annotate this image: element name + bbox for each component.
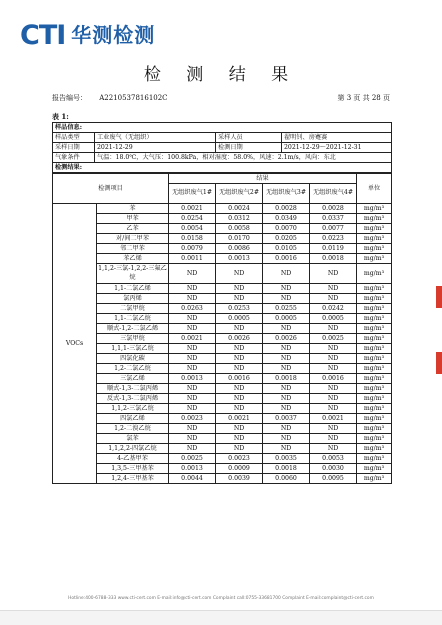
value-4: 0.0030 — [310, 464, 357, 474]
sample-date-value: 2021-12-29 — [95, 143, 216, 153]
value-4: ND — [310, 354, 357, 364]
unit-cell: mg/m³ — [357, 204, 392, 214]
analyte-name: 1,1-二氯乙烯 — [97, 284, 169, 294]
report-number — [52, 93, 168, 103]
unit-cell: mg/m³ — [357, 334, 392, 344]
value-1: ND — [169, 404, 216, 414]
value-2: ND — [216, 404, 263, 414]
value-1: ND — [169, 354, 216, 364]
item-header: 检测项目 — [53, 174, 169, 204]
value-1: 0.0025 — [169, 454, 216, 464]
analyte-name: 顺式-1,3-二氯丙烯 — [97, 384, 169, 394]
analyte-name: 邻二甲苯 — [97, 244, 169, 254]
table-row — [53, 464, 392, 474]
value-3: ND — [263, 344, 310, 354]
sample-type-label: 样品类型 — [53, 133, 95, 143]
unit-cell: mg/m³ — [357, 254, 392, 264]
value-3: ND — [263, 434, 310, 444]
result-section-title: 检测结果: — [53, 163, 392, 173]
unit-cell: mg/m³ — [357, 454, 392, 464]
value-3: ND — [263, 404, 310, 414]
value-2: ND — [216, 394, 263, 404]
value-2: 0.0016 — [216, 374, 263, 384]
value-2: ND — [216, 384, 263, 394]
value-2: ND — [216, 434, 263, 444]
analyte-name: 四氯化碳 — [97, 354, 169, 364]
table-row — [53, 344, 392, 354]
value-2: 0.0009 — [216, 464, 263, 474]
analyte-name: 1,2-二氯乙烷 — [97, 364, 169, 374]
value-1: 0.0054 — [169, 224, 216, 234]
unit-cell: mg/m³ — [357, 234, 392, 244]
value-4: ND — [310, 344, 357, 354]
value-1: 0.0263 — [169, 304, 216, 314]
value-3: ND — [263, 364, 310, 374]
footer-contact: Hotline:400-6788-333 www.cti-cert.com E-mail:info@cti-cert.com Complaint call:0755-33681700 Complaint E-mail:complaint@cti-cert.com — [68, 596, 374, 601]
col-header-4: 无组织废气4# — [310, 184, 357, 204]
table-row — [53, 284, 392, 294]
value-2: ND — [216, 294, 263, 304]
analyte-name: 1,2-二溴乙烷 — [97, 424, 169, 434]
value-2: ND — [216, 324, 263, 334]
analyte-name: 四氯乙烯 — [97, 414, 169, 424]
table-row — [53, 354, 392, 364]
value-1: ND — [169, 384, 216, 394]
value-2: 0.0058 — [216, 224, 263, 234]
weather-label: 气象条件 — [53, 153, 95, 163]
col-header-1: 无组织废气1# — [169, 184, 216, 204]
table-row — [53, 374, 392, 384]
analyte-name: 1,1,2,2-四氯乙烷 — [97, 444, 169, 454]
results-table — [52, 173, 392, 484]
table-row — [53, 234, 392, 244]
test-date-value: 2021-12-29～2021-12-31 — [282, 143, 392, 153]
unit-cell: mg/m³ — [357, 214, 392, 224]
value-2: 0.0086 — [216, 244, 263, 254]
table-row — [53, 384, 392, 394]
value-1: ND — [169, 444, 216, 454]
value-2: 0.0005 — [216, 314, 263, 324]
unit-cell: mg/m³ — [357, 474, 392, 484]
value-2: ND — [216, 444, 263, 454]
value-1: 0.0158 — [169, 234, 216, 244]
value-3: ND — [263, 384, 310, 394]
analyte-name: 苯 — [97, 204, 169, 214]
value-1: 0.0023 — [169, 414, 216, 424]
value-4: ND — [310, 424, 357, 434]
table-row — [53, 314, 392, 324]
analyte-name: 4-乙基甲苯 — [97, 454, 169, 464]
analyte-name: 甲苯 — [97, 214, 169, 224]
value-1: ND — [169, 264, 216, 284]
value-1: 0.0013 — [169, 464, 216, 474]
value-1: ND — [169, 324, 216, 334]
value-2: 0.0023 — [216, 454, 263, 464]
value-4: ND — [310, 284, 357, 294]
unit-cell: mg/m³ — [357, 224, 392, 234]
value-3: 0.0035 — [263, 454, 310, 464]
value-1: 0.0013 — [169, 374, 216, 384]
page-bottom-edge — [0, 610, 442, 625]
analyte-name: 顺式-1,2-二氯乙烯 — [97, 324, 169, 334]
value-3: ND — [263, 264, 310, 284]
page-indicator: 第 3 页 共 28 页 — [337, 94, 390, 102]
value-3: 0.0026 — [263, 334, 310, 344]
value-3: 0.0018 — [263, 464, 310, 474]
value-3: 0.0028 — [263, 204, 310, 214]
table-row — [53, 394, 392, 404]
collector-label: 采样人员 — [216, 133, 282, 143]
value-4: 0.0018 — [310, 254, 357, 264]
value-4: ND — [310, 294, 357, 304]
value-4: 0.0077 — [310, 224, 357, 234]
value-4: ND — [310, 404, 357, 414]
value-3: ND — [263, 284, 310, 294]
table-row — [53, 364, 392, 374]
value-3: ND — [263, 424, 310, 434]
value-3: 0.0016 — [263, 254, 310, 264]
table-row — [53, 304, 392, 314]
logo-name: 华测检测 — [71, 23, 156, 47]
group-label: VOCs — [53, 204, 97, 484]
weather-value: 气温：18.0℃，大气压：100.8kPa，相对湿度：58.0%，风速：2.1m/s，风向：东北 — [95, 153, 392, 163]
sample-type-value: 工业废气（无组织） — [95, 133, 216, 143]
logo-mark: CTI — [20, 20, 66, 51]
unit-cell: mg/m³ — [357, 434, 392, 444]
analyte-name: 1,1,2-三氯-1,2,2-三氟乙烷 — [97, 264, 169, 284]
analyte-name: 1,1,1-三氯乙烷 — [97, 344, 169, 354]
value-2: ND — [216, 344, 263, 354]
value-1: 0.0079 — [169, 244, 216, 254]
analyte-name: 对/间二甲苯 — [97, 234, 169, 244]
value-4: 0.0119 — [310, 244, 357, 254]
report-no-label: 报告编号： — [52, 94, 87, 102]
result-header: 结果 — [169, 174, 357, 184]
value-4: ND — [310, 364, 357, 374]
value-4: 0.0005 — [310, 314, 357, 324]
value-2: ND — [216, 424, 263, 434]
unit-cell: mg/m³ — [357, 404, 392, 414]
table-row — [53, 324, 392, 334]
analyte-name: 1,3,5-三甲基苯 — [97, 464, 169, 474]
unit-cell: mg/m³ — [357, 444, 392, 454]
page-edge-mark — [436, 352, 442, 374]
value-3: ND — [263, 294, 310, 304]
value-1: ND — [169, 364, 216, 374]
value-4: ND — [310, 394, 357, 404]
table-row — [53, 444, 392, 454]
value-2: 0.0021 — [216, 414, 263, 424]
table-row — [53, 414, 392, 424]
company-logo — [20, 22, 155, 49]
value-1: 0.0021 — [169, 334, 216, 344]
value-4: ND — [310, 434, 357, 444]
unit-cell: mg/m³ — [357, 384, 392, 394]
value-4: 0.0016 — [310, 374, 357, 384]
test-date-label: 检测日期 — [216, 143, 282, 153]
report-table — [52, 112, 391, 484]
analyte-name: 三氯甲烷 — [97, 334, 169, 344]
value-3: ND — [263, 444, 310, 454]
value-4: 0.0053 — [310, 454, 357, 464]
analyte-name: 二氯甲烷 — [97, 304, 169, 314]
table-row — [53, 434, 392, 444]
unit-cell: mg/m³ — [357, 364, 392, 374]
value-1: 0.0254 — [169, 214, 216, 224]
value-2: 0.0013 — [216, 254, 263, 264]
table-row — [53, 254, 392, 264]
table-row — [53, 454, 392, 464]
table-row — [53, 474, 392, 484]
table-row — [53, 204, 392, 214]
value-2: ND — [216, 264, 263, 284]
value-2: 0.0253 — [216, 304, 263, 314]
value-3: ND — [263, 354, 310, 364]
table-row — [53, 244, 392, 254]
value-1: 0.0044 — [169, 474, 216, 484]
value-3: 0.0060 — [263, 474, 310, 484]
table-label: 表 1: — [52, 112, 69, 121]
value-2: 0.0312 — [216, 214, 263, 224]
unit-cell: mg/m³ — [357, 284, 392, 294]
value-1: ND — [169, 284, 216, 294]
sample-info-table — [52, 122, 392, 173]
value-1: ND — [169, 314, 216, 324]
value-3: 0.0005 — [263, 314, 310, 324]
collector-value: 翟明钊、房蹇赛 — [282, 133, 392, 143]
value-4: 0.0021 — [310, 414, 357, 424]
table-row — [53, 224, 392, 234]
value-3: 0.0349 — [263, 214, 310, 224]
analyte-name: 氯丙烯 — [97, 294, 169, 304]
value-4: 0.0223 — [310, 234, 357, 244]
report-no-value: A2210537816102C — [99, 94, 168, 102]
unit-cell: mg/m³ — [357, 314, 392, 324]
table-row — [53, 404, 392, 414]
unit-cell: mg/m³ — [357, 344, 392, 354]
unit-cell: mg/m³ — [357, 354, 392, 364]
value-4: ND — [310, 264, 357, 284]
unit-cell: mg/m³ — [357, 394, 392, 404]
value-4: ND — [310, 384, 357, 394]
unit-cell: mg/m³ — [357, 374, 392, 384]
table-row — [53, 264, 392, 284]
value-4: 0.0242 — [310, 304, 357, 314]
value-4: ND — [310, 324, 357, 334]
value-4: 0.0028 — [310, 204, 357, 214]
unit-cell: mg/m³ — [357, 464, 392, 474]
value-2: 0.0170 — [216, 234, 263, 244]
analyte-name: 1,1-二氯乙烷 — [97, 314, 169, 324]
sample-date-label: 采样日期 — [53, 143, 95, 153]
value-3: 0.0105 — [263, 244, 310, 254]
unit-cell: mg/m³ — [357, 264, 392, 284]
value-3: ND — [263, 324, 310, 334]
value-2: 0.0039 — [216, 474, 263, 484]
unit-cell: mg/m³ — [357, 244, 392, 254]
table-row — [53, 424, 392, 434]
table-row — [53, 214, 392, 224]
value-4: 0.0337 — [310, 214, 357, 224]
unit-cell: mg/m³ — [357, 324, 392, 334]
value-1: ND — [169, 394, 216, 404]
analyte-name: 氯苯 — [97, 434, 169, 444]
page-edge-mark — [436, 286, 442, 308]
unit-cell: mg/m³ — [357, 414, 392, 424]
analyte-name: 乙苯 — [97, 224, 169, 234]
value-4: 0.0025 — [310, 334, 357, 344]
page-title: 检 测 结 果 — [143, 65, 299, 85]
value-2: ND — [216, 354, 263, 364]
col-header-3: 无组织废气3# — [263, 184, 310, 204]
sample-section-title: 样品信息: — [53, 123, 392, 133]
value-1: 0.0011 — [169, 254, 216, 264]
analyte-name: 苯乙烯 — [97, 254, 169, 264]
value-4: ND — [310, 444, 357, 454]
unit-cell: mg/m³ — [357, 424, 392, 434]
value-2: ND — [216, 364, 263, 374]
col-header-2: 无组织废气2# — [216, 184, 263, 204]
analyte-name: 1,2,4-三甲基苯 — [97, 474, 169, 484]
analyte-name: 1,1,2-三氯乙烷 — [97, 404, 169, 414]
value-2: 0.0026 — [216, 334, 263, 344]
value-1: ND — [169, 294, 216, 304]
table-row — [53, 294, 392, 304]
analyte-name: 反式-1,3-二氯丙烯 — [97, 394, 169, 404]
value-2: 0.0024 — [216, 204, 263, 214]
value-3: 0.0037 — [263, 414, 310, 424]
value-2: ND — [216, 284, 263, 294]
value-3: 0.0070 — [263, 224, 310, 234]
value-3: 0.0255 — [263, 304, 310, 314]
analyte-name: 三氯乙烯 — [97, 374, 169, 384]
table-row — [53, 334, 392, 344]
value-4: 0.0095 — [310, 474, 357, 484]
unit-header: 单位 — [357, 174, 392, 204]
value-3: ND — [263, 394, 310, 404]
unit-cell: mg/m³ — [357, 304, 392, 314]
value-1: ND — [169, 344, 216, 354]
unit-cell: mg/m³ — [357, 294, 392, 304]
value-1: ND — [169, 434, 216, 444]
value-1: 0.0021 — [169, 204, 216, 214]
value-3: 0.0018 — [263, 374, 310, 384]
value-3: 0.0205 — [263, 234, 310, 244]
value-1: ND — [169, 424, 216, 434]
